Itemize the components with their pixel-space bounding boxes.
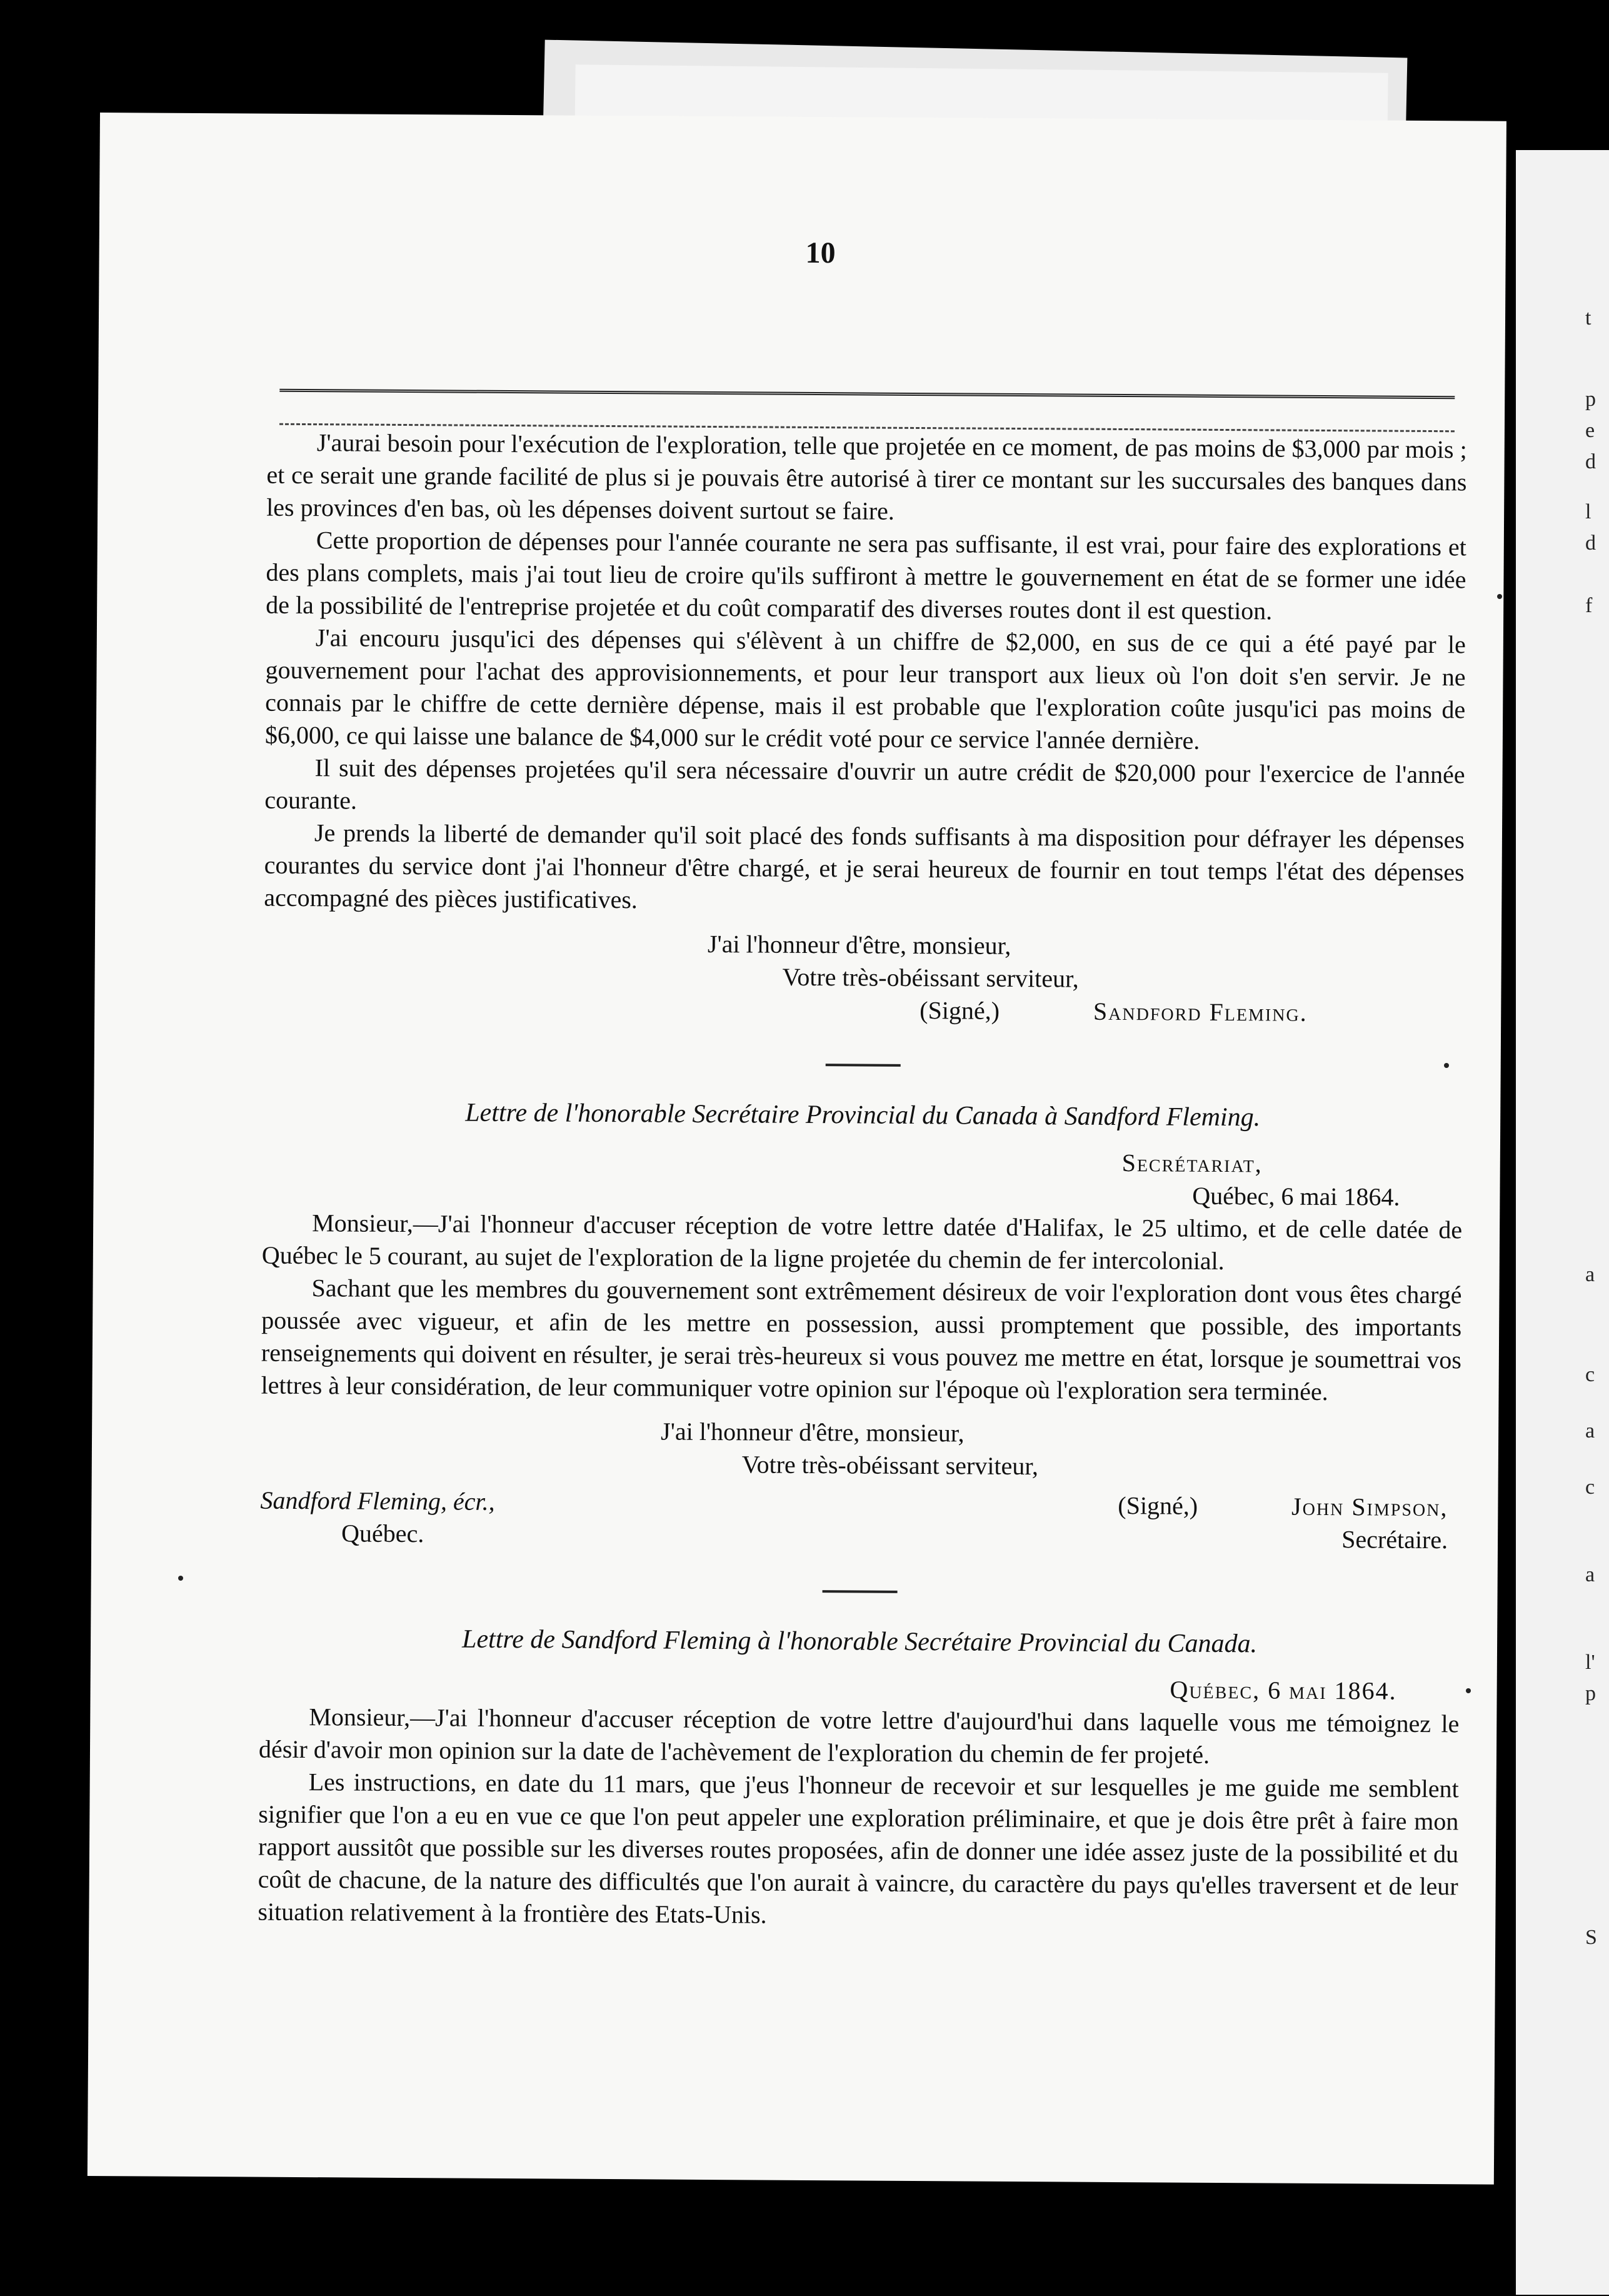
margin-fragment: a <box>1585 1563 1595 1586</box>
scan-speck <box>178 1576 183 1581</box>
paragraph: Je prends la liberté de demander qu'il soit placé des fonds suffisants à ma disposition pour défrayer les dépenses courantes du service dont j'ai l'honneur d'être chargé, et je serai heureux de fournir en tout temps l'état des dépenses accompagné des pièces justificatives. <box>264 818 1465 914</box>
separator <box>823 1590 898 1593</box>
closing-salutation: J'ai l'honneur d'être, monsieur, <box>660 1417 965 1448</box>
margin-fragment: c <box>1585 1476 1595 1499</box>
letter-2 <box>260 1094 1463 1557</box>
scan-speck <box>1497 594 1502 599</box>
paragraph: Il suit des dépenses projetées qu'il sera nécessaire d'ouvrir un autre crédit de $20,000 pour l'exercice de l'année courante. <box>264 753 1465 815</box>
office: Secrétariat, <box>1121 1149 1263 1178</box>
closing-salutation: J'ai l'honneur d'être, monsieur, <box>707 929 1011 960</box>
letter-place <box>262 1142 1463 1214</box>
paragraph: Monsieur,—J'ai l'honneur d'accuser réception de votre lettre datée d'Halifax, le 25 ultimo, et de celle datée de Québec le 5 courant, au sujet de l'exploration de la ligne projetée du chemin de fer intercolonial. <box>261 1209 1463 1276</box>
margin-fragment: d <box>1585 450 1596 473</box>
signature-line <box>920 994 1463 1030</box>
letter-date: Québec, 6 mai 1864. <box>1192 1181 1400 1211</box>
scan-speck <box>1466 1688 1471 1693</box>
margin-fragment: c <box>1585 1363 1595 1386</box>
paragraph: J'ai encouru jusqu'ici des dépenses qui s'élèvent à un chiffre de $2,000, en sus de ce qui a été payé par le gouvernement pour l'achat des approvisionnements, et pour leur transport aux lieux où l'on doit s'en servir. Je ne connais par le chiffre de cette dernière dépense, mais il est probable que l'exploration coûte jusqu'ici pas moins de $6,000, ce qui laisse une balance de $4,000 sur le crédit voté pour ce service l'année dernière. <box>264 623 1466 755</box>
header-rule <box>279 389 1455 399</box>
margin-fragment: l <box>1585 500 1591 523</box>
document-page <box>88 113 1506 2185</box>
signature: Sandford Fleming. <box>1093 997 1308 1027</box>
letter-date: Québec, 6 mai 1864. <box>1170 1675 1397 1705</box>
margin-fragment: l' <box>1585 1651 1595 1674</box>
letter-1 <box>263 426 1467 1030</box>
margin-fragment: d <box>1585 531 1596 555</box>
margin-fragment: S <box>1585 1926 1597 1949</box>
signature: John Simpson, <box>1291 1492 1448 1522</box>
paragraph: Sachant que les membres du gouvernement sont extrêmement désireux de voir l'exploration dont vous êtes chargé poussée avec vigueur, et afin de les mettre en possession, aussi promptement que possible, des importants renseignements qui doivent en résulter, je serai très-heureux si vous pouvez me mettre en état, lorsque je soumettrai vos lettres à leur considération, de leur communiquer votre opinion sur l'époque où l'exploration sera terminée. <box>261 1274 1462 1406</box>
margin-fragment: a <box>1585 1419 1595 1443</box>
closing-servant: Votre très-obéissant serviteur, <box>741 1450 1039 1481</box>
margin-fragment: f <box>1585 594 1593 617</box>
closing <box>263 925 1464 1030</box>
scan-speck <box>1444 1063 1449 1068</box>
margin-fragment: a <box>1585 1263 1595 1286</box>
signed-mark: (Signé,) <box>1118 1491 1198 1520</box>
page-number: 10 <box>805 236 836 270</box>
signed-mark: (Signé,) <box>920 996 1000 1025</box>
margin-fragment: t <box>1585 306 1591 330</box>
margin-fragment: e <box>1585 419 1595 442</box>
page-body <box>258 426 1467 1936</box>
addressee-city: Québec. <box>341 1519 424 1548</box>
paragraph: Les instructions, en date du 11 mars, que j'eus l'honneur de recevoir et sur lesquelles je me guide me semblent signifier que l'on a eu en vue ce que l'on peut appeler une exploration préliminaire, et que je dois être prêt à faire mon rapport aussitôt que possible sur les diverses routes proposées, afin de donner une idée assez juste de la possibilité et du coût de chacune, de la nature des difficultés que l'on aurait à vaincre, du caractère du pays qu'elles traversent et de leur situation relativement à la frontière des Etats-Unis. <box>258 1768 1459 1929</box>
addressee-name: Sandford Fleming, écr., <box>260 1486 495 1516</box>
paragraph: Monsieur,—J'ai l'honneur d'accuser réception de votre lettre d'aujourd'hui dans laquelle vous me témoignez le désir d'avoir mon opinion sur la date de l'achèvement de l'exploration du chemin de fer projeté. <box>258 1703 1460 1769</box>
closing-servant: Votre très-obéissant serviteur, <box>782 962 1079 993</box>
separator <box>826 1064 901 1067</box>
letter-heading: Lettre de l'honorable Secrétaire Provincial du Canada à Sandford Fleming. <box>465 1098 1261 1132</box>
signature-block <box>1118 1489 1461 1556</box>
addressee <box>260 1484 495 1551</box>
letter-heading: Lettre de Sandford Fleming à l'honorable Secrétaire Provincial du Canada. <box>461 1624 1258 1659</box>
margin-fragment: p <box>1585 388 1596 411</box>
paragraph: Cette proportion de dépenses pour l'année courante ne sera pas suffisante, il est vrai, pour faire des explorations et des plans complets, mais j'ai tout lieu de croire qu'ils suffiront à mettre le gouvernement en état de se former une idée de la possibilité de l'entreprise projetée et du coût comparatif des diverses routes dont il est question. <box>266 526 1466 625</box>
letter-3 <box>258 1621 1460 1936</box>
margin-fragment: p <box>1585 1682 1596 1705</box>
closing <box>261 1413 1461 1486</box>
paragraph: J'aurai besoin pour l'exécution de l'exploration, telle que projetée en ce moment, de pas moins de $3,000 par mois ; et ce serait une grande facilité de plus si je pouvais être autorisé à tirer ce montant sur les succursales des banques dans les provinces d'en bas, où les dépenses doivent surtout se faire. <box>266 428 1467 525</box>
signatory-title: Secrétaire. <box>1341 1525 1448 1554</box>
addressee-block <box>260 1484 1461 1557</box>
